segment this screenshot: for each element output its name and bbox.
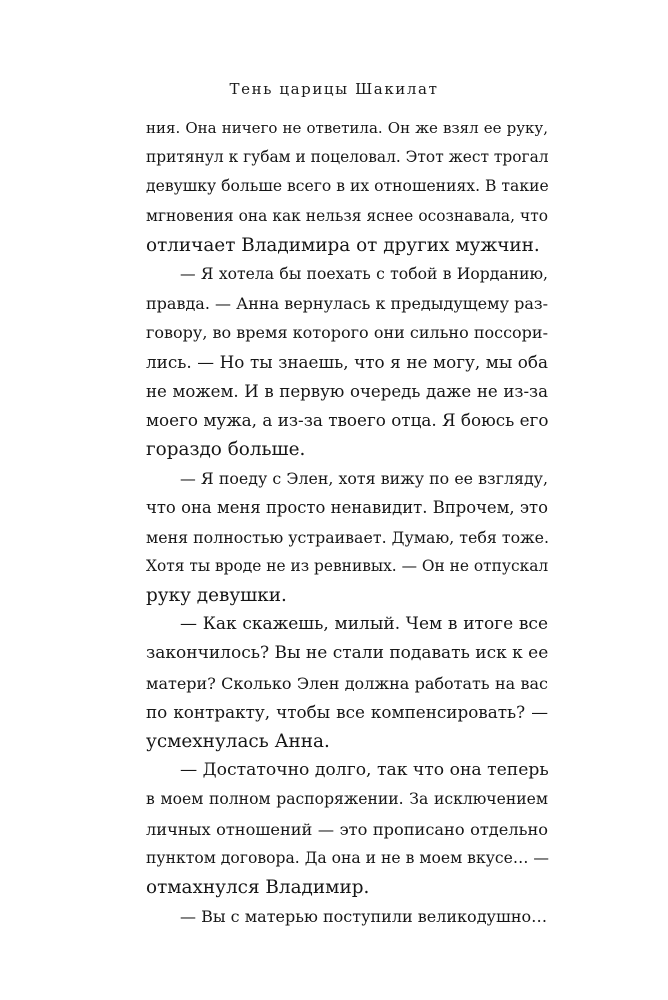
text-line: лись. — Но ты знаешь, что я не могу, мы оба [146, 351, 548, 372]
text-line: говору, во время которого они сильно поссори- [146, 323, 548, 343]
text-line: — Я поеду с Элен, хотя вижу по ее взгляду, [180, 469, 548, 489]
text-line: ния. Она ничего не ответила. Он же взял ее руку, [146, 119, 548, 137]
text-line: отмахнулся Владимир. [146, 876, 370, 898]
text-line: девушку больше всего в их отношениях. В такие [146, 177, 549, 196]
text-line: матери? Сколько Элен должна работать на вас [146, 673, 548, 693]
text-line: — Я хотела бы поехать с тобой в Иорданию, [180, 264, 548, 283]
text-line: притянул к губам и поцеловал. Этот жест трогал [146, 148, 549, 167]
text-line: — Вы с матерью поступили великодушно… [180, 907, 548, 927]
text-line: Хотя ты вроде не из ревнивых. — Он не отпускал [146, 556, 549, 575]
text-line: руку девушки. [146, 585, 287, 606]
text-line: отличает Владимира от других мужчин. [146, 234, 540, 256]
body-text [146, 114, 548, 931]
text-line: — Как скажешь, милый. Чем в итоге все [180, 614, 548, 635]
text-line: пунктом договора. Да она и не в моем вкусе… — [146, 848, 549, 867]
text-line: — Достаточно долго, так что она теперь [180, 760, 549, 781]
text-line: что она меня просто ненавидит. Впрочем, это [146, 498, 548, 518]
text-line: правда. — Анна вернулась к предыдущему раз- [146, 294, 548, 314]
text-line: мгновения она как нельзя яснее осознавала, что [146, 206, 548, 225]
text-line: закончилось? Вы не стали подавать иск к ее [146, 643, 549, 664]
text-line: гораздо больше. [146, 439, 306, 461]
text-line: моего мужа, а из-за твоего отца. Я боюсь его [146, 409, 549, 430]
running-title: Тень царицы Шакилат [229, 80, 439, 98]
text-line: меня полностью устраивает. Думаю, тебя тоже. [146, 527, 549, 547]
text-line: в моем полном распоряжении. За исключением [146, 790, 548, 809]
text-line: не можем. И в первую очередь даже не из-за [146, 381, 548, 401]
text-line: усмехнулась Анна. [146, 730, 330, 752]
text-line: личных отношений — это прописано отдельно [146, 819, 548, 839]
text-line: по контракту, чтобы все компенсировать? — [146, 701, 548, 722]
